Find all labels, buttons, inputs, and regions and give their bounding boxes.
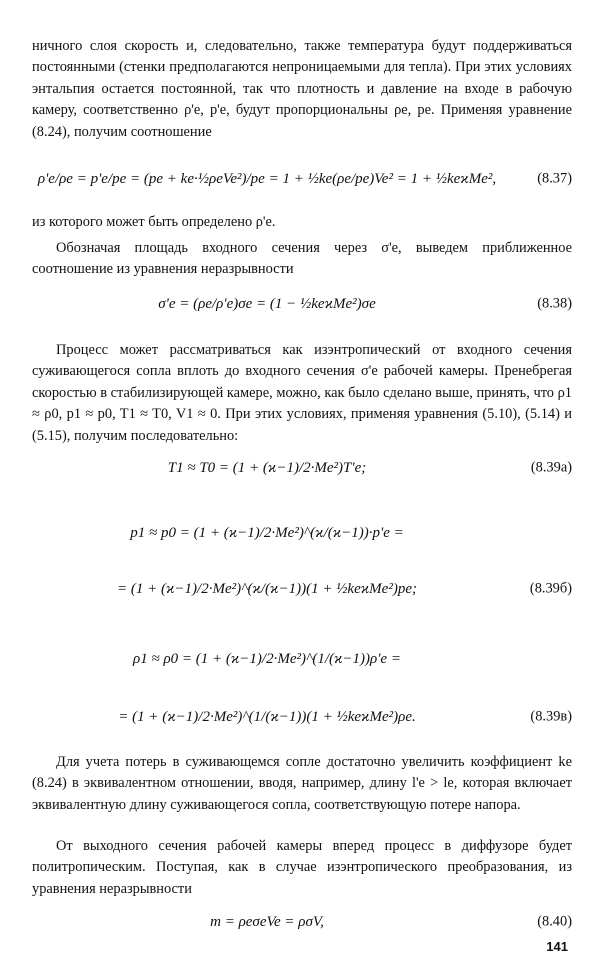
- equation-body: T1 ≈ T0 = (1 + (ϰ−1)/2·Me²)T'e;: [167, 459, 367, 476]
- equation-8-38: [32, 282, 572, 326]
- equation-body: ρ1 ≈ ρ0 = (1 + (ϰ−1)/2·Me²)^(1/(ϰ−1))ρ'e =: [133, 650, 401, 667]
- equation-body: σ'e = (ρe/ρ'e)σe = (1 − ½keϰMe²)σe: [158, 295, 376, 312]
- equation-number: (8.39в): [530, 708, 572, 725]
- equation-8-39b-line-2: [32, 566, 572, 612]
- equation-number: (8.40): [537, 913, 572, 930]
- paragraph-3: Обозначая площадь входного сечения через σ'e, выведем приближенное соотношение из уравнения неразрывности: [32, 240, 572, 278]
- equation-number: (8.39б): [529, 580, 572, 597]
- equation-body: ρ'e/ρe = p'e/pe = (pe + ke·½ρeVe²)/pe = 1 + ½ke(ρe/pe)Ve² = 1 + ½keϰMe²,: [37, 170, 497, 187]
- paragraph-6: От выходного сечения рабочей камеры вперед процесс в диффузоре будет политропическим. Поступая, как в случае изэнтропического преобразования, из уравнения неразрывности: [32, 838, 572, 897]
- equation-number: (8.37): [537, 170, 572, 187]
- paragraph-5: Для учета потерь в суживающемся сопле достаточно увеличить коэффициент ke (8.24) в эквивалентном отношении, вводя, например, длину l'e > le, которая включает эквивалентную длину суживающегося сопла, соответствующую потере напора.: [32, 754, 572, 813]
- equation-body: = (1 + (ϰ−1)/2·Me²)^(1/(ϰ−1))(1 + ½keϰMe²)ρe.: [118, 708, 416, 725]
- paragraph-2: из которого может быть определено ρ'e.: [32, 214, 276, 230]
- equation-number: (8.38): [537, 295, 572, 312]
- equation-8-37: [32, 156, 572, 202]
- page-number: 141: [546, 939, 568, 954]
- paragraph-4: Процесс может рассматриваться как изэнтропический от входного сечения суживающегося сопла вплоть до входного сечения σ'e рабочей камеры. Пренебрегая скоростью в стабилизирующей камере, можно, как было сделано выше, принять, что ρ1 ≈ ρ0, p1 ≈ p0, T1 ≈ T0, V1 ≈ 0. При этих условиях, применяя уравнения (5.10), (5.14) и (5.15), получим последовательно:: [32, 342, 572, 444]
- equation-8-39a: [32, 446, 572, 490]
- equation-body: p1 ≈ p0 = (1 + (ϰ−1)/2·Me²)^(ϰ/(ϰ−1))·p'e =: [130, 524, 404, 541]
- equation-8-39v-line-1: [32, 636, 572, 682]
- equation-body: m = ρeσeVe = ρσV,: [210, 913, 324, 930]
- equation-body: = (1 + (ϰ−1)/2·Me²)^(ϰ/(ϰ−1))(1 + ½keϰMe²)pe;: [117, 580, 417, 597]
- equation-8-39v-line-2: [32, 694, 572, 740]
- equation-number: (8.39a): [530, 459, 572, 476]
- paragraph-1: ничного слоя скорость и, следовательно, также температура будут поддерживаться постоянными (стенки предполагаются непроницаемыми для тепла). При этих условиях энтальпия остается постоянной, так что плотность и давление на входе в рабочую камеру, соответственно ρ'e, p'e, будут пропорциональны ρe, pe. Применяя уравнение (8.24), получим соотношение: [32, 38, 572, 140]
- equation-8-40: [32, 904, 572, 940]
- equation-8-39b-line-1: [32, 510, 572, 556]
